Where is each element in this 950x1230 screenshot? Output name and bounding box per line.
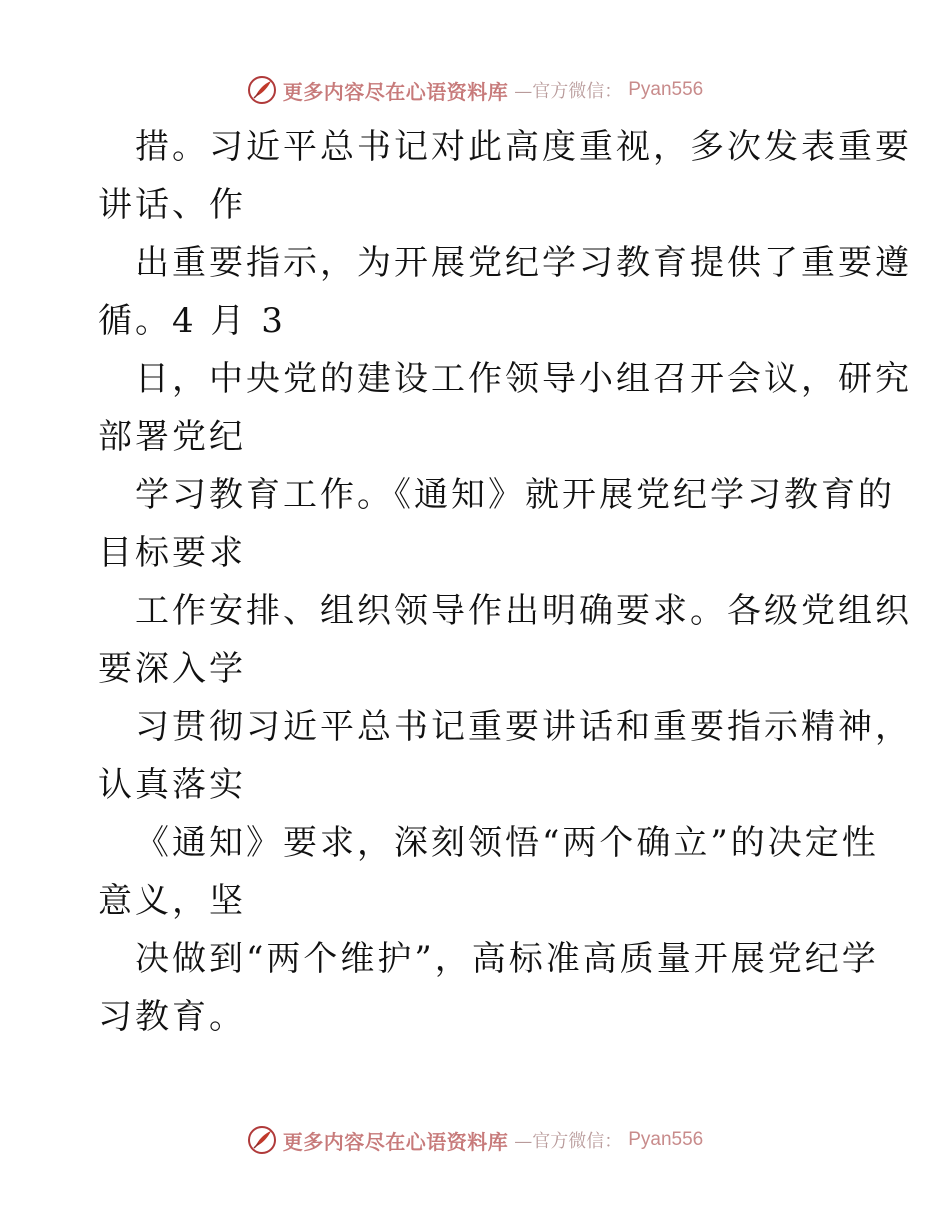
- watermark-main-text: 更多内容尽在心语资料库: [282, 79, 509, 104]
- feather-quill-logo-icon: [247, 1125, 277, 1155]
- body-line: 目标要求: [98, 533, 246, 573]
- watermark-main-text: 更多内容尽在心语资料库: [282, 1129, 509, 1154]
- watermark-wechat-id: Pyan556: [628, 79, 704, 100]
- footer-watermark: [0, 1122, 950, 1158]
- body-line: 讲话、作: [98, 185, 246, 225]
- body-line: 措。习近平总书记对此高度重视，多次发表重要: [135, 127, 912, 167]
- body-line: 日，中央党的建设工作领导小组召开会议，研究: [135, 359, 912, 399]
- body-line: 习教育。: [98, 997, 246, 1037]
- body-line: 决做到“两个维护”，高标准高质量开展党纪学: [135, 939, 879, 979]
- document-body: [98, 118, 912, 1046]
- body-line: 工作安排、组织领导作出明确要求。各级党组织: [135, 591, 912, 631]
- body-line: 要深入学: [98, 649, 246, 689]
- body-line: 循。4 月 3: [98, 301, 286, 341]
- watermark-sub-text: —官方微信：: [514, 81, 623, 102]
- body-line: 出重要指示，为开展党纪学习教育提供了重要遵: [135, 243, 912, 283]
- body-line: 学习教育工作。《通知》就开展党纪学习教育的: [135, 475, 895, 515]
- body-line: 认真落实: [98, 765, 246, 805]
- header-watermark: [0, 72, 950, 108]
- body-line: 习贯彻习近平总书记重要讲话和重要指示精神，: [135, 707, 912, 747]
- feather-quill-logo-icon: [247, 75, 277, 105]
- body-line: 意义，坚: [98, 881, 246, 921]
- watermark-sub-text: —官方微信：: [514, 1131, 623, 1152]
- body-line: 《通知》要求，深刻领悟“两个确立”的决定性: [135, 823, 879, 863]
- watermark-wechat-id: Pyan556: [628, 1129, 704, 1150]
- body-line: 部署党纪: [98, 417, 246, 457]
